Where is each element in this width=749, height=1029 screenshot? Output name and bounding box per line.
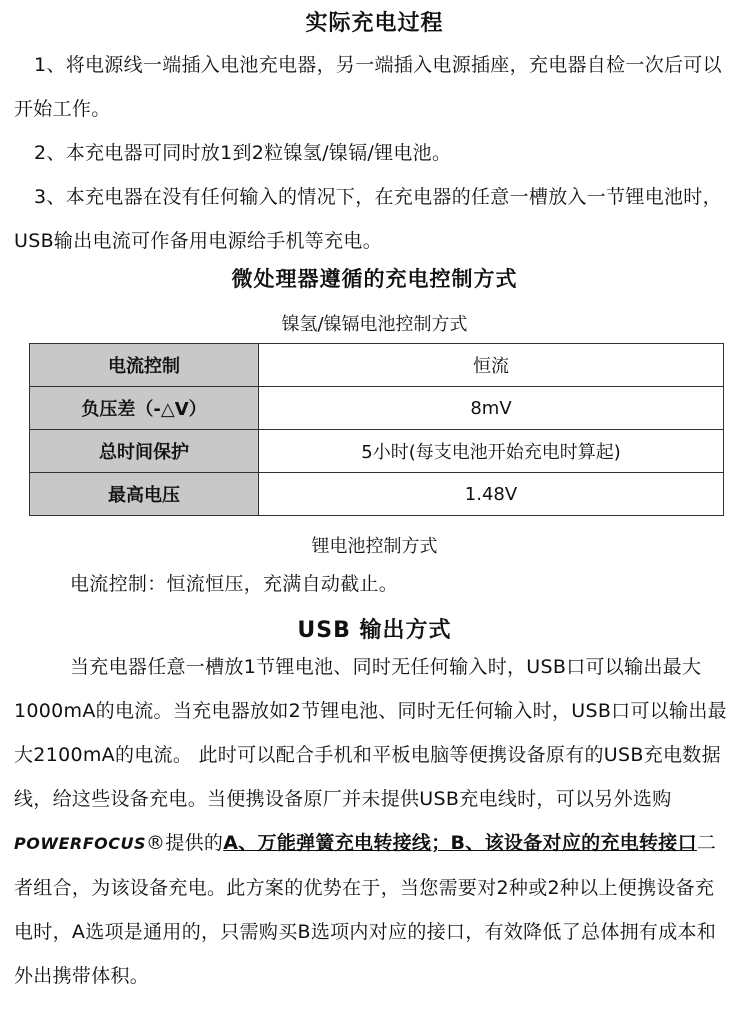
li-control-text: 电流控制：恒流恒压，充满自动截止。 [70,573,399,595]
row-value: 恒流 [259,344,724,387]
section-title-charging-process: 实际充电过程 [305,11,444,36]
table-row [30,473,724,516]
section-title-control-method: 微处理器遵循的充电控制方式 [231,267,518,291]
nimh-control-table [29,343,724,516]
row-key: 负压差（-△V） [30,387,259,430]
usb-text-a: 当充电器任意一槽放1节锂电池、同时无任何输入时，USB口可以输出最大1000mA的电流。当充电器放如2节锂电池、同时无任何输入时，USB口可以输出最大2100mA的电流。 此时可以配合手机和平板电脑等便携设备原有的USB充电数据线，给这些设备充电。当便携设备原厂并未提供USB充电线时，可以另外选购 [14,656,727,810]
step-2: 2、本充电器可同时放1到2粒镍氢/镍镉/锂电池。 [34,142,452,164]
table-row [30,430,724,473]
usb-emphasis: A、万能弹簧充电转接线；B、该设备对应的充电转接口 [223,832,697,854]
step-3: 3、本充电器在没有任何输入的情况下，在充电器的任意一槽放入一节锂电池时，USB输出电流可作备用电源给手机等充电。 [14,186,722,252]
row-key: 电流控制 [30,344,259,387]
row-key: 最高电压 [30,473,259,516]
section-title-usb-output: USB 输出方式 [297,618,452,643]
li-control-text-block [14,562,732,606]
table-row [30,387,724,430]
row-value: 8mV [259,387,724,430]
usb-text-b: ®提供的 [146,832,224,854]
usb-text-c: 二者组合，为该设备充电。此方案的优势在于，当您需要对2种或2种以上便携设备充电时，A选项是通用的，只需购买B选项内对应的接口，有效降低了总体拥有成本和外出携带体积。 [14,832,717,987]
nimh-caption: 镍氢/镍镉电池控制方式 [281,314,468,335]
table-row [30,344,724,387]
row-value: 5小时(每支电池开始充电时算起) [259,430,724,473]
row-value: 1.48V [259,473,724,516]
brand-logo-text: POWERFOCUS [14,834,147,853]
row-key: 总时间保护 [30,430,259,473]
usb-paragraph [14,645,732,998]
charging-steps [14,43,732,263]
li-caption: 锂电池控制方式 [311,536,438,557]
step-1: 1、将电源线一端插入电池充电器，另一端插入电源插座，充电器自检一次后可以开始工作。 [14,54,722,120]
